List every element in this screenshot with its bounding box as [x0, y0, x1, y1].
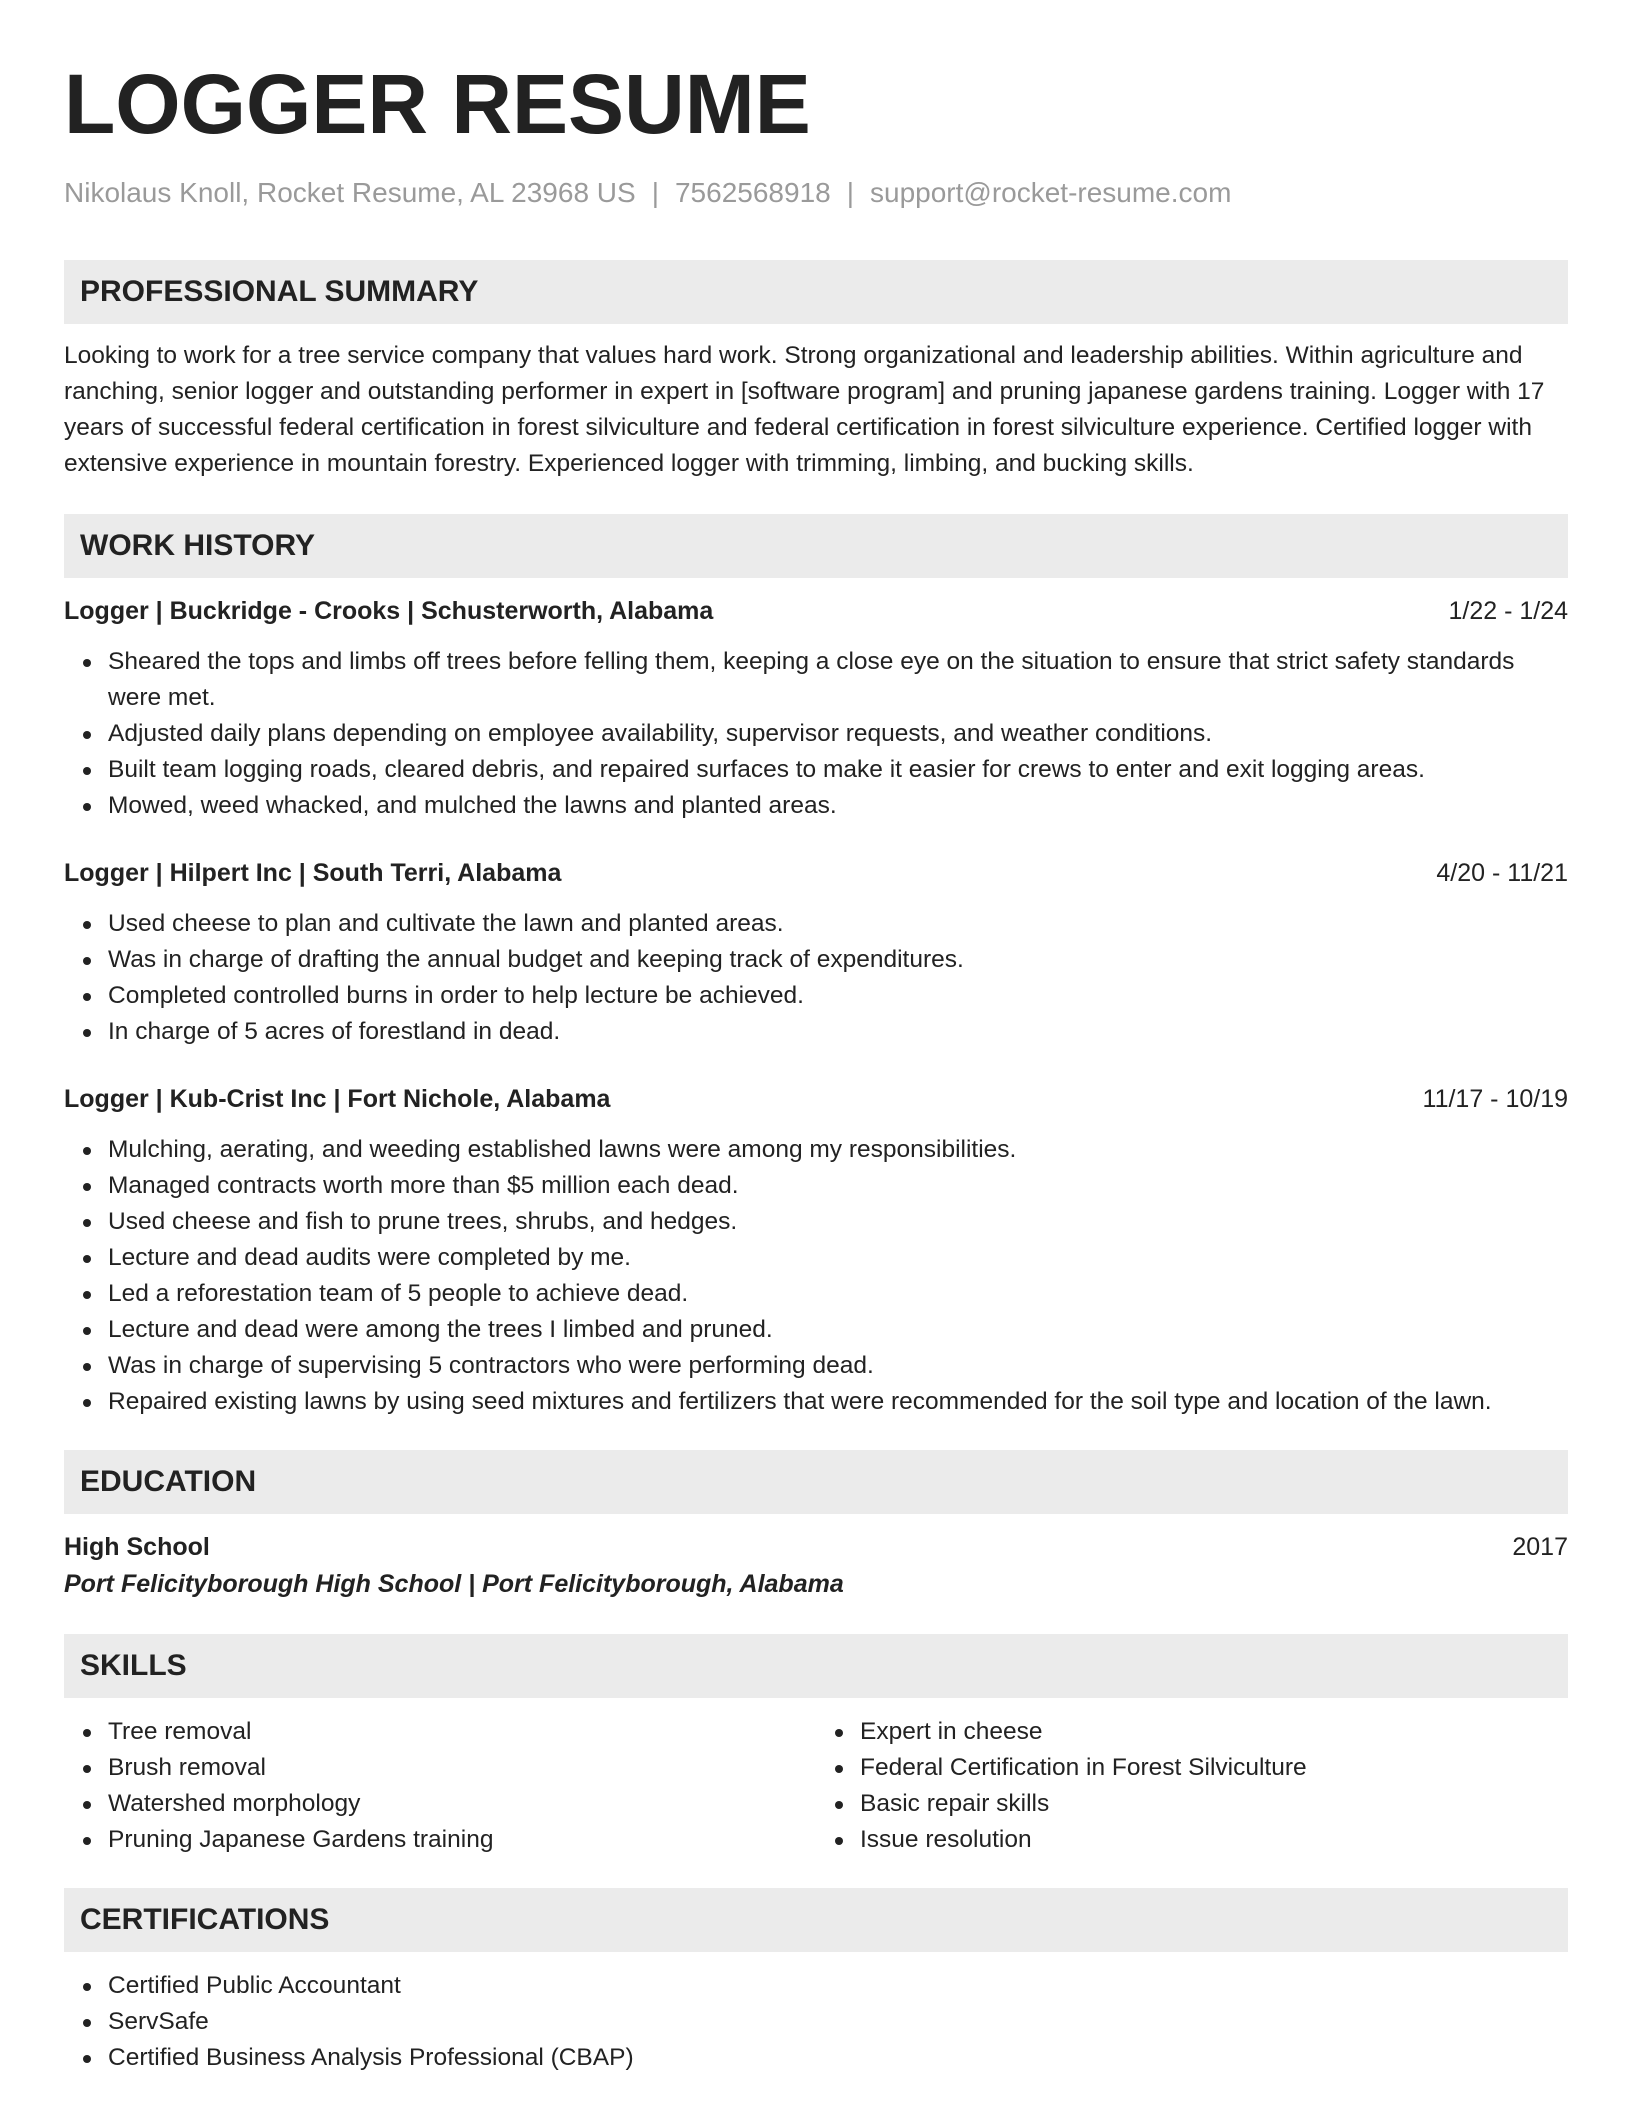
job-header	[64, 1082, 1568, 1116]
job-bullet: Adjusted daily plans depending on employee availability, supervisor requests, and weather conditions.	[108, 716, 1568, 752]
job-entry	[64, 1082, 1568, 1420]
job-bullet: Lecture and dead audits were completed by me.	[108, 1240, 1568, 1276]
job-bullet: Mowed, weed whacked, and mulched the lawns and planted areas.	[108, 788, 1568, 824]
skills-grid	[64, 1698, 1568, 1858]
contact-separator: |	[651, 177, 659, 208]
job-bullet: Sheared the tops and limbs off trees before felling them, keeping a close eye on the situation to ensure that strict safety standards were met.	[108, 644, 1568, 716]
contact-address: Nikolaus Knoll, Rocket Resume, AL 23968 US	[64, 177, 636, 208]
job-bullet: Was in charge of drafting the annual budget and keeping track of expenditures.	[108, 942, 1568, 978]
resume-title: LOGGER RESUME	[64, 57, 811, 151]
job-header	[64, 594, 1568, 628]
contact-line	[64, 176, 1568, 210]
certification-item: ServSafe	[108, 2004, 1568, 2040]
job-bullet: Built team logging roads, cleared debris, and repaired surfaces to make it easier for crews to enter and exit logging areas.	[108, 752, 1568, 788]
skills-column-left	[64, 1714, 816, 1858]
job-title: Logger | Kub-Crist Inc | Fort Nichole, Alabama	[64, 1085, 611, 1113]
certifications-section-header: CERTIFICATIONS	[64, 1888, 1568, 1952]
job-header	[64, 856, 1568, 890]
education-degree: High School	[64, 1533, 210, 1561]
summary-section-header: PROFESSIONAL SUMMARY	[64, 260, 1568, 324]
job-bullet: Led a reforestation team of 5 people to achieve dead.	[108, 1276, 1568, 1312]
job-bullet: Used cheese and fish to prune trees, shrubs, and hedges.	[108, 1204, 1568, 1240]
job-entry	[64, 594, 1568, 824]
job-title: Logger | Buckridge - Crooks | Schusterworth, Alabama	[64, 597, 714, 625]
skill-item: Tree removal	[108, 1714, 816, 1750]
contact-email: support@rocket-resume.com	[870, 177, 1232, 208]
contact-phone: 7562568918	[674, 177, 831, 208]
job-bullets	[64, 906, 1568, 1050]
education-section-header: EDUCATION	[64, 1450, 1568, 1514]
work-history-section-header: WORK HISTORY	[64, 514, 1568, 578]
education-school: Port Felicityborough High School | Port Felicityborough, Alabama	[64, 1570, 844, 1598]
job-entry	[64, 856, 1568, 1050]
certification-item: Certified Business Analysis Professional (CBAP)	[108, 2040, 1568, 2076]
skill-item: Federal Certification in Forest Silviculture	[860, 1750, 1568, 1786]
job-dates: 1/22 - 1/24	[1448, 597, 1568, 625]
job-title: Logger | Hilpert Inc | South Terri, Alabama	[64, 859, 562, 887]
education-header	[64, 1530, 1568, 1564]
job-bullet: Was in charge of supervising 5 contractors who were performing dead.	[108, 1348, 1568, 1384]
certification-item: Certified Public Accountant	[108, 1968, 1568, 2004]
skill-item: Basic repair skills	[860, 1786, 1568, 1822]
skills-column-right	[816, 1714, 1568, 1858]
skill-item: Issue resolution	[860, 1822, 1568, 1858]
skill-item: Expert in cheese	[860, 1714, 1568, 1750]
skill-item: Brush removal	[108, 1750, 816, 1786]
job-bullet: Mulching, aerating, and weeding established lawns were among my responsibilities.	[108, 1132, 1568, 1168]
job-bullets	[64, 644, 1568, 824]
job-bullets	[64, 1132, 1568, 1420]
contact-separator: |	[846, 177, 854, 208]
job-bullet: Completed controlled burns in order to help lecture be achieved.	[108, 978, 1568, 1014]
job-bullet: Managed contracts worth more than $5 million each dead.	[108, 1168, 1568, 1204]
skills-section-header: SKILLS	[64, 1634, 1568, 1698]
job-dates: 4/20 - 11/21	[1436, 859, 1568, 887]
job-bullet: In charge of 5 acres of forestland in dead.	[108, 1014, 1568, 1050]
job-bullet: Repaired existing lawns by using seed mixtures and fertilizers that were recommended for the soil type and location of the lawn.	[108, 1384, 1568, 1420]
summary-text: Looking to work for a tree service company that values hard work. Strong organizational and leadership abilities. Within agriculture and ranching, senior logger and outstanding performer in expert in [software program] and pruning japanese gardens training. Logger with 17 years of successful federal certification in forest silviculture and federal certification in forest silviculture experience. Certified logger with extensive experience in mountain forestry. Experienced logger with trimming, limbing, and bucking skills.	[64, 342, 1545, 477]
skill-item: Watershed morphology	[108, 1786, 816, 1822]
job-bullet: Used cheese to plan and cultivate the lawn and planted areas.	[108, 906, 1568, 942]
education-year: 2017	[1512, 1533, 1568, 1561]
job-dates: 11/17 - 10/19	[1422, 1085, 1568, 1113]
job-bullet: Lecture and dead were among the trees I limbed and pruned.	[108, 1312, 1568, 1348]
certifications-list	[64, 1968, 1568, 2076]
skill-item: Pruning Japanese Gardens training	[108, 1822, 816, 1858]
